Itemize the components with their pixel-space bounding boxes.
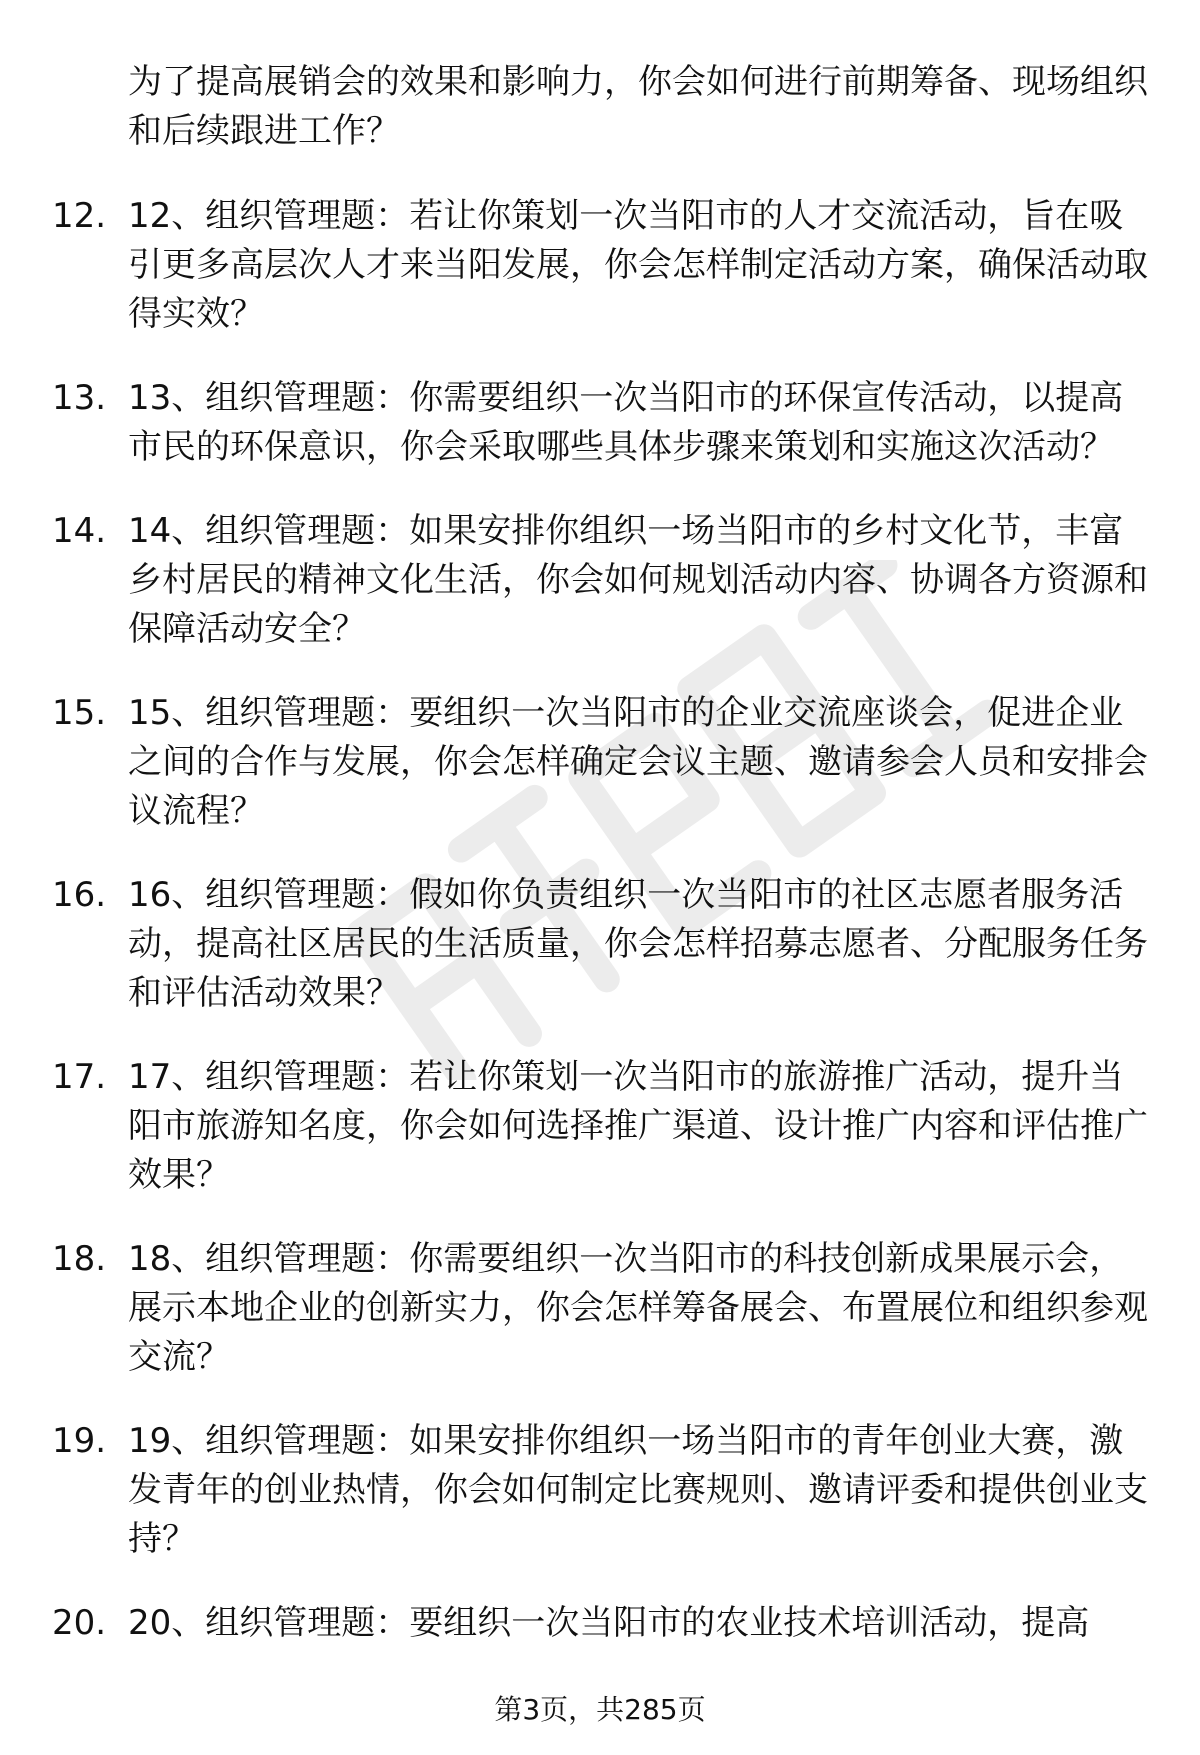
question-list [0,192,1200,1648]
list-item-number: 13. [52,378,107,418]
list-item [0,1599,1148,1648]
list-item [0,1053,1148,1200]
list-item-number: 15. [52,693,107,733]
list-item-number: 19. [52,1421,107,1461]
list-item-text: 19、组织管理题：如果安排你组织一场当阳市的青年创业大赛，激发青年的创业热情，你会如何制定比赛规则、邀请评委和提供创业支持？ [128,1421,1148,1559]
list-item [0,192,1148,339]
list-item-text: 18、组织管理题：你需要组织一次当阳市的科技创新成果展示会，展示本地企业的创新实力，你会怎样筹备展会、布置展位和组织参观交流？ [128,1239,1148,1377]
document-content [0,58,1200,1683]
intro-paragraph: 为了提高展销会的效果和影响力，你会如何进行前期筹备、现场组织和后续跟进工作？ [128,62,1148,151]
list-item-text: 20、组织管理题：要组织一次当阳市的农业技术培训活动，提高 [128,1603,1090,1643]
list-item-number: 16. [52,875,107,915]
page-footer: 第3页，共285页 [494,1693,706,1726]
list-item-text: 16、组织管理题：假如你负责组织一次当阳市的社区志愿者服务活动，提高社区居民的生活质量，你会怎样招募志愿者、分配服务任务和评估活动效果？ [128,875,1148,1013]
list-item-number: 17. [52,1057,107,1097]
list-item [0,871,1148,1018]
list-item [0,689,1148,836]
list-item-text: 12、组织管理题：若让你策划一次当阳市的人才交流活动，旨在吸引更多高层次人才来当阳发展，你会怎样制定活动方案，确保活动取得实效？ [128,196,1148,334]
list-item-text: 15、组织管理题：要组织一次当阳市的企业交流座谈会，促进企业之间的合作与发展，你会怎样确定会议主题、邀请参会人员和安排会议流程？ [128,693,1148,831]
list-item [0,1417,1148,1564]
list-item-number: 12. [52,196,107,236]
list-item-text: 17、组织管理题：若让你策划一次当阳市的旅游推广活动，提升当阳市旅游知名度，你会如何选择推广渠道、设计推广内容和评估推广效果？ [128,1057,1148,1195]
list-item-text: 14、组织管理题：如果安排你组织一场当阳市的乡村文化节，丰富乡村居民的精神文化生活，你会如何规划活动内容、协调各方资源和保障活动安全？ [128,511,1148,649]
list-item-text: 13、组织管理题：你需要组织一次当阳市的环保宣传活动，以提高市民的环保意识，你会采取哪些具体步骤来策划和实施这次活动？ [128,378,1124,467]
list-item-number: 20. [52,1603,107,1643]
list-item [0,507,1148,654]
list-item-number: 18. [52,1239,107,1279]
list-item-number: 14. [52,511,107,551]
list-item [0,1235,1148,1382]
list-item [0,374,1148,472]
